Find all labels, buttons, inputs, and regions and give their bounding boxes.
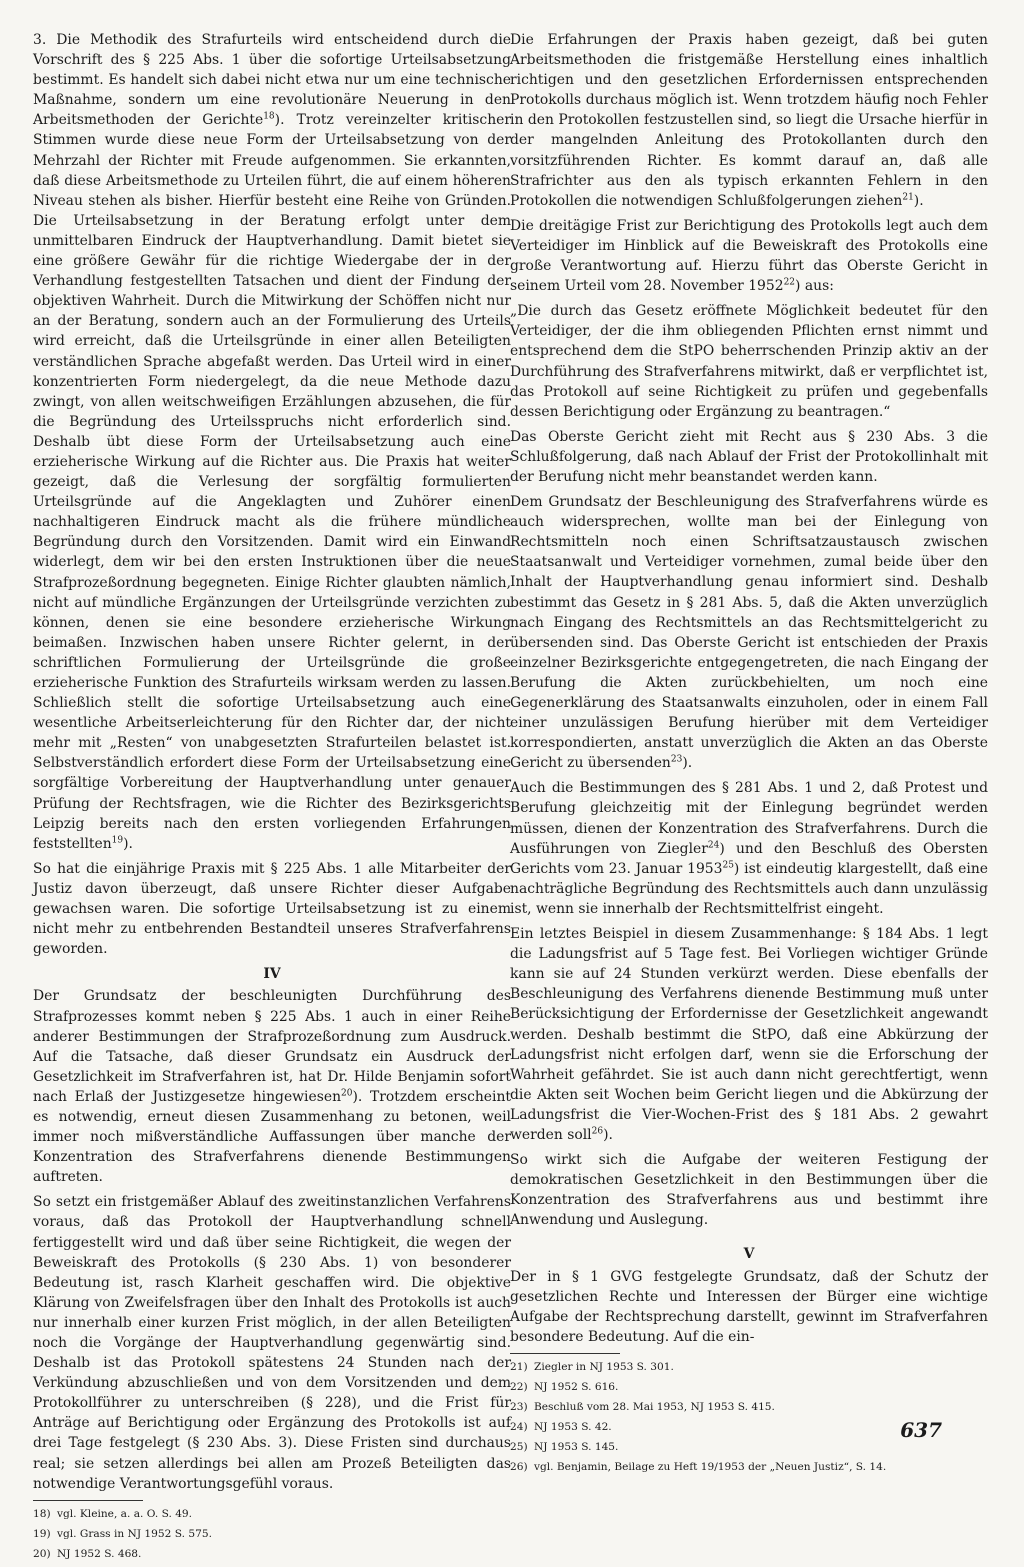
section-heading: IV [263,966,281,983]
footnote-text: vgl. Kleine, a. a. O. S. 49. [57,1507,193,1520]
text: ) und den Beschluß des Obersten Gerichts vom 23. Januar 1953 [510,840,988,877]
footnote-text: vgl. Grass in NJ 1952 S. 575. [57,1527,212,1540]
paragraph: Der in § 1 GVG festgelegte Grundsatz, daß der Schutz der gesetzlichen Rechte und Interessen der Bürger eine wichtige Aufgabe der Rechtsprechung darstellt, gewinnt im Strafverfahren besondere Bedeutung. Auf die ein- [510,1268,988,1345]
paragraph [510,216,988,296]
text: 3. Die Methodik des Strafurteils wird entscheidend durch die Vorschrift des § 225 Abs. 1 über die sofortige Urteilsabsetzung bestimmt. Es handelt sich dabei nicht etwa nur um eine technische Maßnahme, sondern um eine revolutionäre Neuerung in den Arbeitsmethoden der Gerichte [33,32,511,129]
footnote-mark: 21) [510,1360,528,1373]
footnote-separator [510,1353,620,1354]
footnote-mark: 20) [33,1547,51,1560]
text: ). [123,835,133,852]
footnote-mark: 24) [510,1420,528,1433]
footnote-mark: 19) [33,1527,51,1540]
footnote [510,1460,988,1475]
footnote-text: NJ 1953 S. 42. [534,1420,612,1433]
footnote-text: Beschluß vom 28. Mai 1953, NJ 1953 S. 415. [534,1400,775,1413]
footnote [33,1507,511,1522]
paragraph [510,30,988,211]
text: Auch die Bestimmungen des § 281 Abs. 1 und 2, daß Protest und Berufung gleichzeitig mit der Einlegung begründet werden müssen, dienen der Konzentration des Strafverfahrens. Durch die Ausführungen von Ziegler [510,780,988,857]
footnote [510,1380,988,1395]
footnote-ref: 19 [111,835,124,846]
footnote-mark: 26) [510,1460,528,1473]
text: ) aus: [795,278,834,295]
text: ). [913,192,924,209]
paragraph: So setzt ein fristgemäßer Ablauf des zweitinstanzlichen Verfahrens voraus, daß das Protokoll der Hauptverhandlung schnell fertiggestellt wird und daß über seine Richtigkeit, die wegen der Beweiskraft des Protokolls (§ 230 Abs. 1) von besonderer Bedeutung ist, rasch Klarheit geschaffen wird. Die objektive Klärung von Zweifelsfragen über den Inhalt des Protokolls ist auch nur innerhalb einer kurzen Frist möglich, in der allen Beteiligten noch die Vorgänge der Hauptverhandlung gegenwärtig sind. Deshalb ist das Protokoll spätestens 24 Stunden nach der Verkündung abzuschließen und von dem Vorsitzenden und dem Protokollführer zu unterschreiben (§ 228), und die Frist für Anträge auf Berichtigung oder Ergänzung des Protokolls ist auf drei Tage festgelegt (§ 230 Abs. 3). Diese Fristen sind durchaus real; sie setzen allerdings bei allen am Prozeß Beteiligten das notwendige Verantwortungsgefühl voraus. [33,1194,511,1492]
block-quote: „Die durch das Gesetz eröffnete Möglichkeit bedeutet für den Verteidiger, der die ihm obliegenden Pflichten ernst nimmt und entsprechend dem die StPO beherrschenden Prinzip aktiv an der Durchführung des Strafverfahrens mitwirkt, daß er verpflichtet ist, das Protokoll auf seine Richtigkeit zu prüfen und gegebenfalls dessen Berichtigung oder Ergänzung zu beantragen.“ [510,303,988,420]
footnote-text: NJ 1952 S. 616. [534,1380,619,1393]
paragraph: So wirkt sich die Aufgabe der weiteren Festigung der demokratischen Gesetzlichkeit in den Bestimmungen über die Konzentration des Strafverfahrens aus und bestimmt ihre Anwendung und Auslegung. [510,1152,988,1229]
footnote-ref: 23 [670,754,683,765]
footnote [510,1400,988,1415]
footnote-text: NJ 1953 S. 145. [534,1440,619,1453]
paragraph [33,30,511,854]
footnote-separator [33,1500,143,1501]
footnotes [33,1507,511,1562]
footnote [33,1547,511,1562]
footnote-ref: 21 [902,192,914,203]
footnote-mark: 22) [510,1380,528,1393]
text: ). Trotz vereinzelter kritischer Stimmen wurde diese neue Form der Urteilsabsetzung von der Mehrzahl der Richter mit Freude aufgenommen. Sie erkannten, daß diese Arbeitsmethode zu Urteilen führt, die auf einem höheren Niveau stehen als bisher. Hierfür besteht eine Reihe von Gründen. Die Urteilsabsetzung in der Beratung erfolgt unter dem unmittelbaren Eindruck der Hauptverhandlung. Damit bietet sie eine größere Gewähr für die richtige Wiedergabe der in der Verhandlung festgestellten Tatsachen und dient der Findung der objektiven Wahrheit. Durch die Mitwirkung der Schöffen nicht nur an der Beratung, sondern auch an der Formulierung des Urteils wird erreicht, daß die Urteilsgründe in einer allen Beteiligten verständlichen Sprache abgefaßt werden. Das Urteil wird in einer konzentrierten Form niedergelegt, da die neue Methode dazu zwingt, von allen weitschweifigen Erzählungen abzusehen, die für die Begründung des Urteilsspruchs nicht erforderlich sind. Deshalb übt diese Form der Urteilsabsetzung auch eine erzieherische Wirkung auf die Richter aus. Die Praxis hat weiter gezeigt, daß die Verlesung der sorgfältig formulierten Urteilsgründe auf die Angeklagten und Zuhörer einen nachhaltigeren Eindruck macht als die frühere mündliche Begründung durch den Vorsitzenden. Damit wird ein Einwand widerlegt, dem wir bei den ersten Instruktionen über die neue Strafprozeßordnung begegneten. Einige Richter glaubten nämlich, nicht auf mündliche Ergänzungen der Urteilsgründe verzichten zu können, denen sie eine besondere erzieherische Wirkung beimaßen. Inzwischen haben unsere Richter gelernt, in der schriftlichen Formulierung der Urteilsgründe die große erzieherische Funktion des Strafurteils wirksam werden zu lassen. Schließlich stellt die sofortige Urteilsabsetzung auch eine wesentliche Arbeitserleichterung für den Richter dar, der nicht mehr mit „Resten“ von unabgesetzten Strafurteilen belastet ist. Selbstverständlich erfordert diese Form der Urteilsabsetzung eine sorgfältige Vorbereitung der Hauptverhandlung unter genauer Prüfung der Rechtsfragen, wie die Richter des Bezirksgerichts Leipzig bereits nach den ersten vorliegenden Erfahrungen feststellten [33,112,511,852]
footnote [510,1360,988,1375]
paragraph: Das Oberste Gericht zieht mit Recht aus § 230 Abs. 3 die Schlußfolgerung, daß nach Ablauf der Frist der Protokollinhalt mit der Berufung nicht mehr beanstandet werden kann. [510,428,988,485]
footnote [33,1527,511,1542]
footnote-mark: 23) [510,1400,528,1413]
footnote-ref: 22 [783,277,796,288]
paragraph [33,986,511,1187]
footnote-ref: 24 [707,840,720,851]
text: Der Grundsatz der beschleunigten Durchführung des Strafprozesses kommt neben § 225 Abs. 1 auch in einer Reihe anderer Bestimmungen der Strafprozeßordnung zum Ausdruck. Auf die Tatsache, daß dieser Grundsatz ein Ausdruck der Gesetzlichkeit im Strafverfahren ist, hat Dr. Hilde Benjamin sofort nach Erlaß der Justizgesetze hingewiesen [33,988,511,1105]
right-column [510,30,988,1480]
text: Dem Grundsatz der Beschleunigung des Strafverfahrens würde es auch widersprechen, wollte man bei der Einlegung von Rechtsmitteln noch einen Schriftsatzaustausch zwischen Staatsanwalt und Verteidiger vornehmen, zumal beide über den Inhalt der Hauptverhandlung genau informiert sind. Deshalb bestimmt das Gesetz in § 281 Abs. 5, daß die Akten unverzüglich nach Eingang des Rechtsmittels an das Rechtsmittelgericht zu übersenden sind. Das Oberste Gericht ist entschieden der Praxis einzelner Bezirksgerichte entgegengetreten, die nach Eingang der Berufung die Akten zurückbehielten, um noch eine Gegenerklärung des Staatsanwalts einzuholen, oder in einem Fall einer unzulässigen Berufung hierüber mit dem Verteidiger korrespondierten, anstatt unverzüglich die Akten an das Oberste Gericht zu übersenden [510,494,988,772]
text: Die dreitägige Frist zur Berichtigung des Protokolls legt auch dem Verteidiger im Hinblick auf die Beweiskraft des Protokolls eine große Verantwortung auf. Hierzu führt das Oberste Gericht in seinem Urteil vom 28. November 1952 [510,217,988,295]
paragraph [510,924,988,1145]
section-heading: V [743,1246,755,1263]
text: ) ist eindeutig klargestellt, daß eine nachträgliche Begründung des Rechtsmittels auch dann unzulässig ist, wenn sie innerhalb der Rechtsmittelfrist eingeht. [510,860,988,917]
footnote-mark: 25) [510,1440,528,1453]
footnote-ref: 20 [341,1088,353,1099]
page-number: 637 [900,1418,942,1442]
footnote-ref: 25 [722,860,734,871]
paragraph: So hat die einjährige Praxis mit § 225 Abs. 1 alle Mitarbeiter der Justiz davon überzeugt, daß unsere Richter dieser Aufgabe gewachsen waren. Die sofortige Urteilsabsetzung ist zu einem nicht mehr zu entbehrenden Bestandteil unseres Strafverfahrens geworden. [33,860,511,958]
left-column [33,30,511,1567]
text: Die Erfahrungen der Praxis haben gezeigt, daß bei guten Arbeitsmethoden die fristgemäße Herstellung eines inhaltlich richtigen und den gesetzlichen Erfordernissen entsprechenden Protokolls durchaus möglich ist. Wenn trotzdem häufig noch Fehler in den Protokollen festzustellen sind, so liegt die Ursache hierfür in der mangelnden Anleitung des Protokollanten durch den vorsitzführenden Richter. Es kommt darauf an, daß alle Strafrichter aus den als typisch erkannten Fehlern in den Protokollen die notwendigen Schlußfolgerungen ziehen [510,32,988,209]
paragraph [510,778,988,919]
paragraph [510,492,988,773]
text: ). [603,1126,613,1143]
footnote-ref: 18 [263,111,275,122]
footnote-text: Ziegler in NJ 1953 S. 301. [534,1360,674,1373]
text: ). [682,755,693,772]
footnote-text: vgl. Benjamin, Beilage zu Heft 19/1953 der „Neuen Justiz“, S. 14. [534,1460,887,1473]
footnote [510,1440,988,1455]
text: Ein letztes Beispiel in diesem Zusammenhange: § 184 Abs. 1 legt die Ladungsfrist auf 5 Tage fest. Bei Vorliegen wichtiger Gründe kann sie auf 24 Stunden verkürzt werden. Diese ebenfalls der Beschleunigung des Verfahrens dienende Bestimmung muß unter Berücksichtigung der Erfordernisse der Gesetzlichkeit angewandt werden. Deshalb bestimmt die StPO, daß eine Abkürzung der Ladungsfrist nicht erfolgen darf, wenn sie die Erforschung der Wahrheit gefährdet. Sie ist auch dann nicht gerechtfertigt, wenn die Akten seit Wochen beim Gericht liegen und die Abkürzung der Ladungsfrist die Vier-Wochen-Frist des § 181 Abs. 2 gewahrt werden soll [510,926,988,1143]
footnote-ref: 26 [591,1126,604,1137]
footnote-text: NJ 1952 S. 468. [57,1547,142,1560]
footnote-mark: 18) [33,1507,51,1520]
text: ). Trotzdem erscheint es notwendig, erneut diesen Zusammenhang zu betonen, weil immer noch mißverständliche Auffassungen über manche der Konzentration des Strafverfahrens dienende Bestimmungen auftreten. [33,1088,511,1186]
